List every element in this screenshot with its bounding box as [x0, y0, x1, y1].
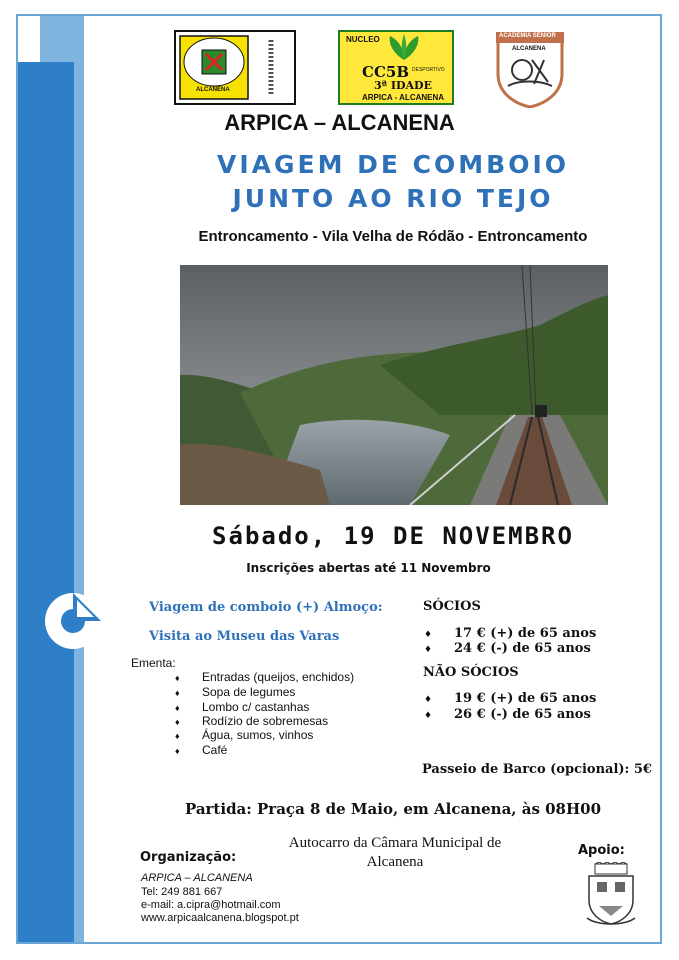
logo-center-top: NUCLEO [346, 35, 380, 44]
event-date: Sábado, 19 DE NOVEMBRO [212, 522, 574, 550]
bullet-icon: ♦ [424, 711, 433, 721]
bullet-icon: ♦ [175, 688, 180, 698]
logo-right-bottom: ALCANENA [512, 46, 546, 52]
org-title: ARPICA – ALCANENA [224, 110, 455, 135]
menu-item-text: Rodízio de sobremesas [202, 714, 329, 728]
menu-item-text: Água, sumos, vinhos [202, 728, 314, 742]
logo-left-bottom-text: ALCANENA [196, 87, 230, 93]
apoio-heading: Apoio: [578, 843, 625, 858]
menu-item [175, 728, 313, 742]
price-text: 17 € (+) de 65 anos [454, 626, 597, 641]
bullet-icon: ♦ [175, 731, 180, 741]
menu-item [175, 685, 295, 699]
gear-icon [44, 592, 102, 650]
menu-item [175, 670, 354, 684]
menu-item [175, 700, 309, 714]
railway-river-photo [180, 265, 608, 505]
municipal-crest-icon [583, 862, 639, 928]
boat-trip-price: Passeio de Barco (opcional): 5€ [422, 762, 652, 777]
logo-center-small: DESPORTIVO [412, 67, 445, 73]
menu-item [175, 714, 328, 728]
activity-train-lunch: Viagem de comboio (+) Almoço: [149, 600, 383, 615]
org-website: www.arpicaalcanena.blogspot.pt [141, 912, 299, 924]
menu-item-text: Café [202, 743, 228, 757]
price-row [424, 626, 596, 641]
nao-socios-heading: NÃO SÓCIOS [423, 665, 519, 680]
bullet-icon: ♦ [424, 695, 433, 705]
bullet-icon: ♦ [424, 645, 433, 655]
price-text: 26 € (-) de 65 anos [454, 707, 591, 722]
logo-academia-senior [494, 30, 566, 108]
main-title-line2: JUNTO AO RIO TEJO [232, 184, 554, 213]
org-phone: Tel: 249 881 667 [141, 886, 223, 898]
org-name: ARPICA – ALCANENA [141, 872, 253, 884]
main-title-line1: VIAGEM DE COMBOIO [216, 150, 570, 179]
logo-empregados [174, 30, 296, 105]
bullet-icon: ♦ [175, 703, 180, 713]
activity-museum: Visita ao Museu das Varas [149, 629, 340, 644]
bullet-icon: ♦ [424, 630, 433, 640]
price-text: 24 € (-) de 65 anos [454, 641, 591, 656]
ementa-label: Ementa: [131, 656, 176, 670]
menu-item-text: Sopa de legumes [202, 685, 296, 699]
price-text: 19 € (+) de 65 anos [454, 691, 597, 706]
menu-item [175, 743, 227, 757]
organizacao-heading: Organização: [140, 850, 237, 865]
bullet-icon: ♦ [175, 673, 180, 683]
price-row [424, 707, 591, 722]
bullet-icon: ♦ [175, 717, 180, 727]
departure-info: Partida: Praça 8 de Maio, em Alcanena, às 08H00 [184, 800, 602, 818]
logo-center-main: CC5B [362, 63, 409, 81]
price-row [424, 691, 596, 706]
menu-item-text: Entradas (queijos, enchidos) [202, 670, 355, 684]
bullet-icon: ♦ [175, 746, 180, 756]
inscriptions-deadline: Inscrições abertas até 11 Novembro [246, 561, 491, 575]
logo-nucleo-cc5b [338, 30, 454, 105]
route-line: Entroncamento - Vila Velha de Ródão - Entroncamento [198, 228, 588, 245]
logo-right-top: ACADEMIA SÉNIOR [499, 33, 556, 39]
menu-item-text: Lombo c/ castanhas [202, 700, 310, 714]
logo-center-sub: 3ª IDADE [374, 79, 432, 92]
socios-heading: SÓCIOS [423, 599, 481, 614]
logo-center-bottom: ARPICA - ALCANENA [362, 93, 445, 102]
bus-info: Autocarro da Câmara Municipal de Alcanena [288, 835, 502, 870]
org-email: e-mail: a.cipra@hotmail.com [141, 899, 281, 911]
price-row [424, 641, 591, 656]
